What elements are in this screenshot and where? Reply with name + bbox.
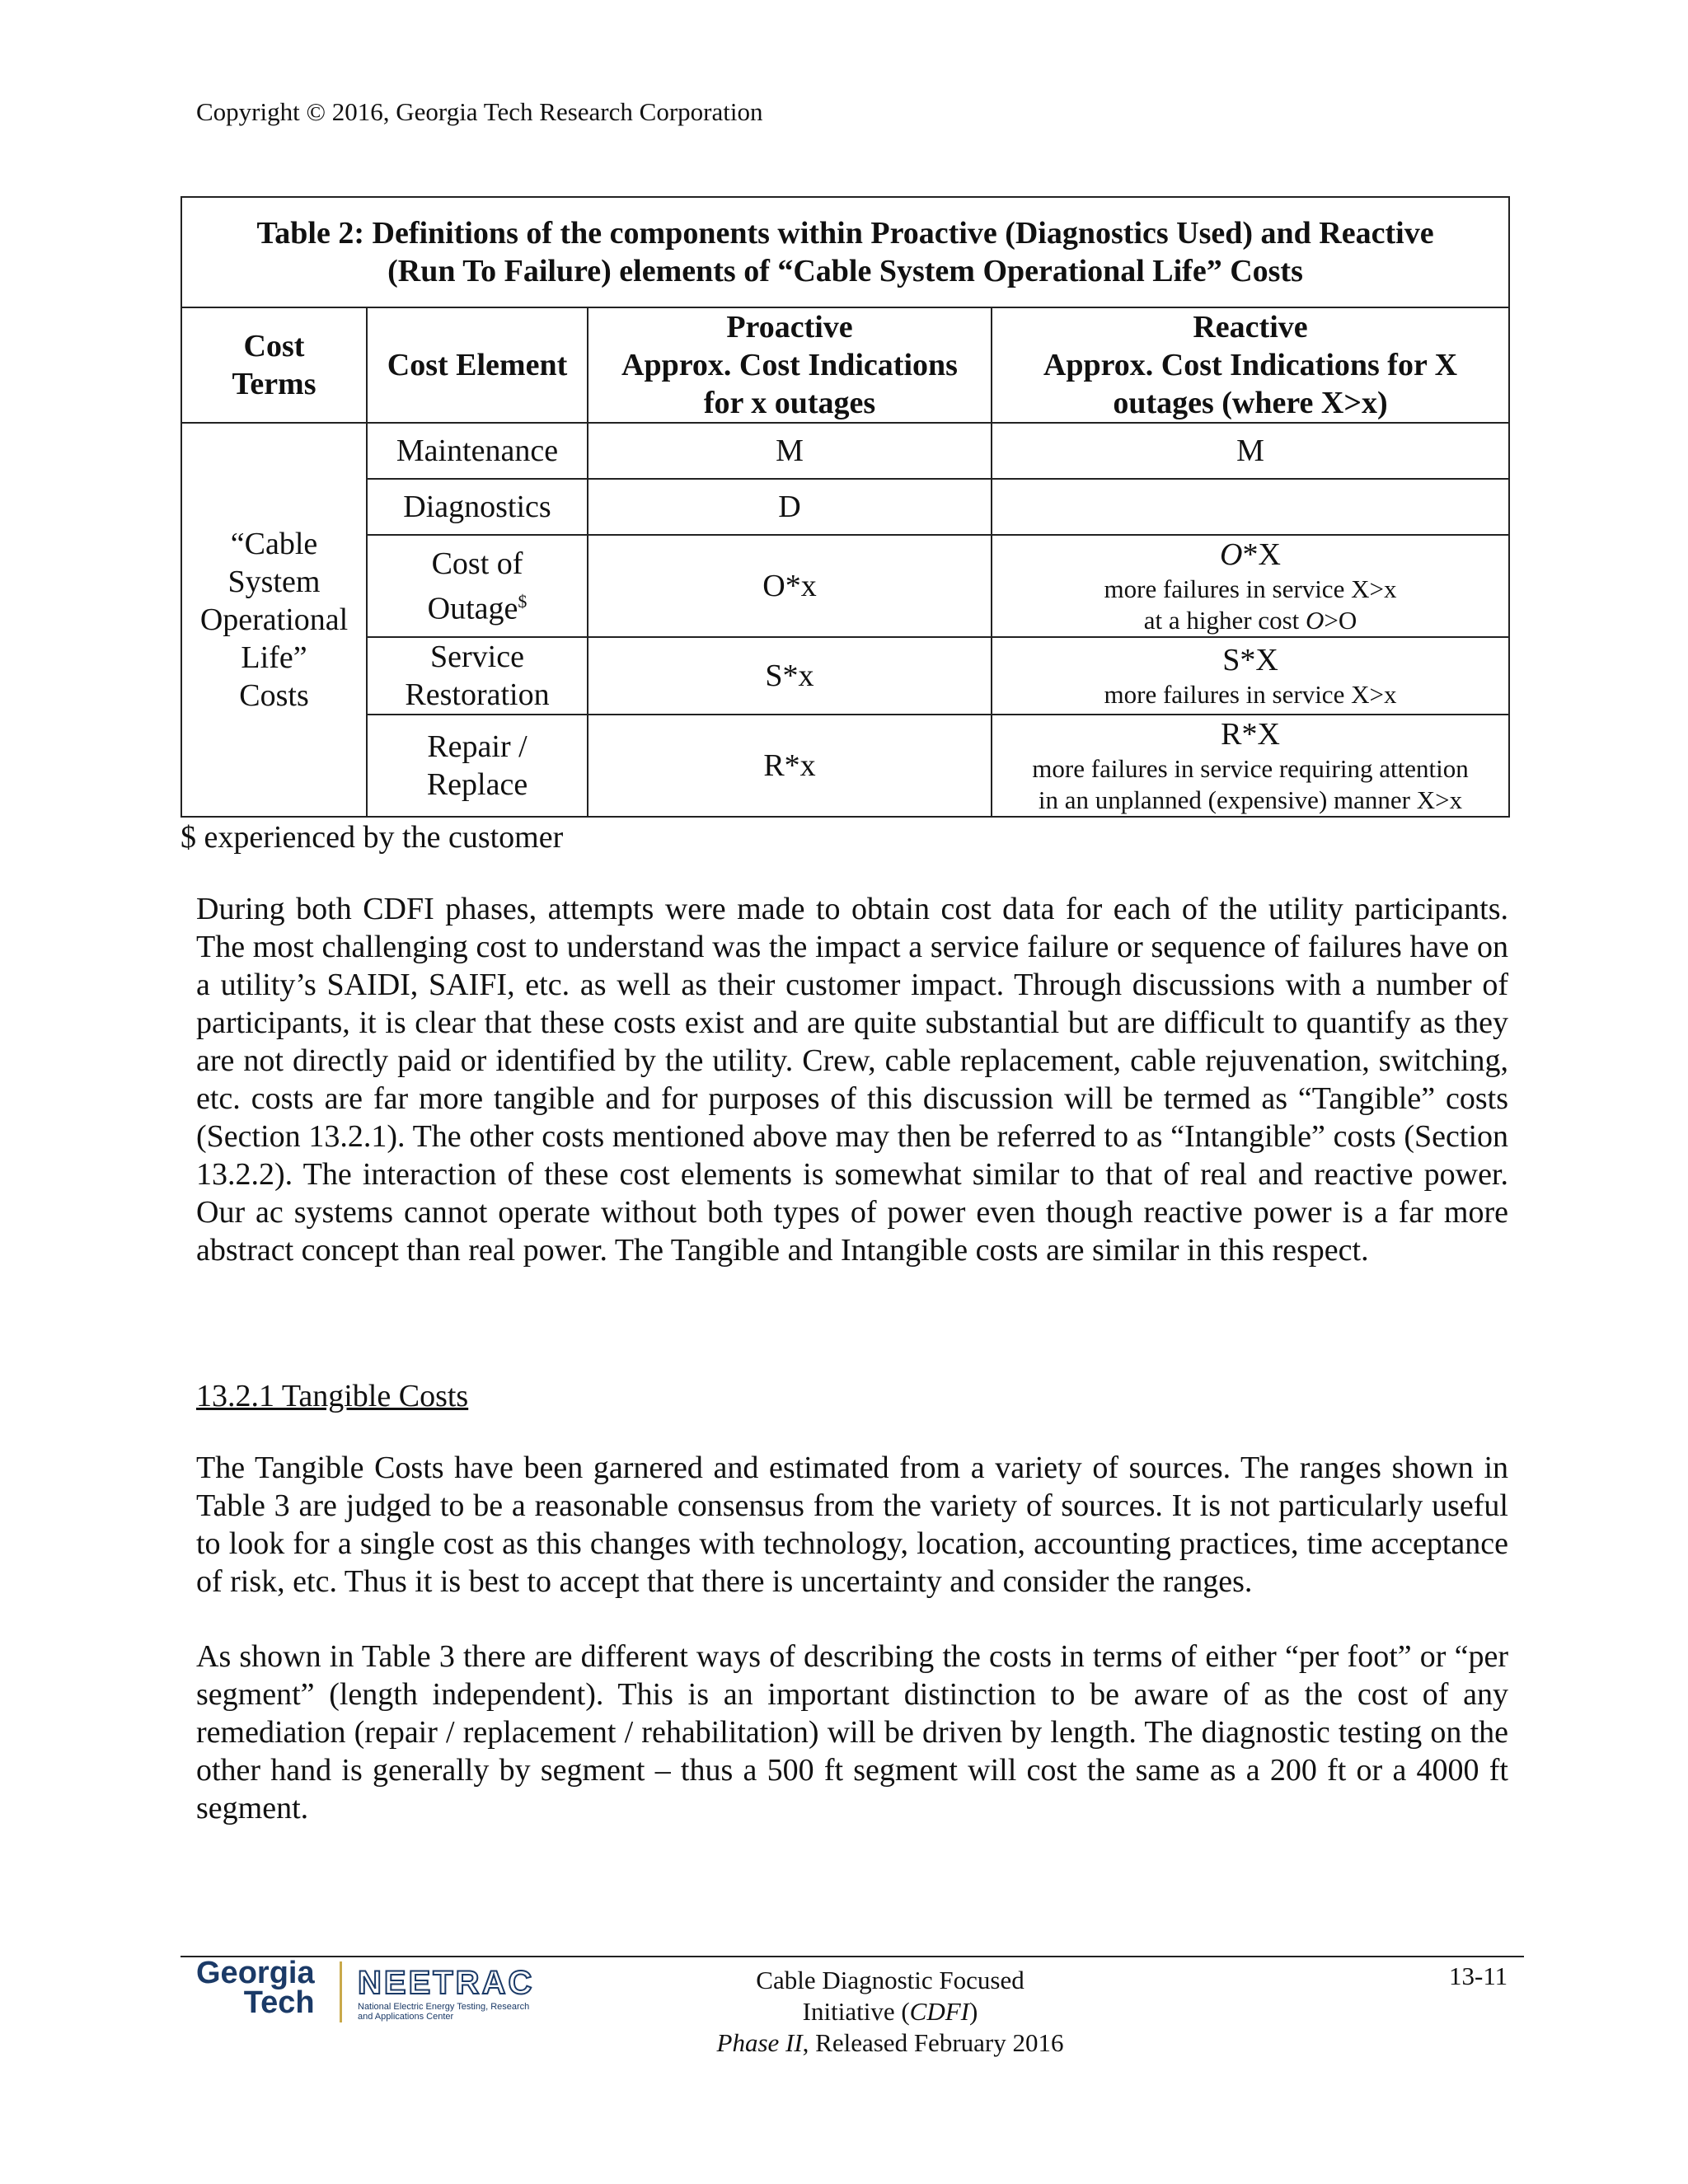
table-caption-line2: (Run To Failure) elements of “Cable System Operational Life” Costs <box>387 254 1303 288</box>
neetrac-logo-subtitle <box>358 2002 529 2022</box>
header-reactive <box>992 307 1509 423</box>
element-repair-line2: Replace <box>426 767 528 802</box>
reactive-outage-main <box>997 536 1503 574</box>
element-repair-line1: Repair / <box>427 729 528 764</box>
reactive-outage-note2 <box>997 605 1503 636</box>
header-proactive-line1: Proactive <box>726 310 853 344</box>
element-diagnostics: Diagnostics <box>367 479 588 535</box>
paragraph-cost-data: During both CDFI phases, attempts were made to obtain cost data for each of the utility participants. The most challenging cost to understand was the impact a service failure or sequence of failures have on a utility’s SAIDI, SAIFI, etc. as well as their customer impact. Through discussions with a number of participants, it is clear that these costs exist and are quite substantial but are difficult to quantify as they are not directly paid or identified by the utility. Crew, cable replacement, cable rejuvenation, switching, etc. costs are far more tangible and for purposes of this discussion will be termed as “Tangible” costs (Section 13.2.1). The other costs mentioned above may then be referred to as “Intangible” costs (Section 13.2.2). The interaction of these cost elements is somewhat similar to that of real and reactive power. Our ac systems cannot operate without both types of power even though reactive power is a far more abstract concept than real power. The Tangible and Intangible costs are similar in this respect. <box>196 892 1508 1268</box>
reactive-outage-note1: more failures in service X>x <box>1104 574 1397 603</box>
reactive-repair-main: R*X <box>1221 717 1280 752</box>
table-row-diagnostics <box>181 479 1509 535</box>
neetrac-logo: NEETRAC <box>358 1965 535 2001</box>
table-header-row <box>181 307 1509 423</box>
header-proactive <box>588 307 992 423</box>
element-outage-word: Outage <box>427 591 518 626</box>
header-reactive-line3: outages (where X>x) <box>1113 386 1388 420</box>
header-proactive-line2: Approx. Cost Indications <box>621 348 958 382</box>
proactive-cost-of-outage: O*x <box>588 535 992 637</box>
cost-terms-line3: Operational <box>199 602 349 637</box>
reactive-repair-replace <box>992 715 1509 817</box>
paragraph-tangible-costs: The Tangible Costs have been garnered and estimated from a variety of sources. The ranges shown in Table 3 are judged to be a reasonable consensus from the variety of sources. It is not particularly useful to look for a single cost as this changes with technology, location, accounting practices, time acceptance of risk, etc. Thus it is best to accept that there is uncertainty and consider the ranges. <box>196 1451 1508 1599</box>
element-cost-of-outage-line1: Cost of <box>431 546 523 581</box>
element-maintenance: Maintenance <box>367 423 588 479</box>
header-reactive-line2: Approx. Cost Indications for X <box>1043 348 1458 382</box>
footer-title-prefix: Cable Diagnostic Focused Initiative ( <box>756 1966 1025 2026</box>
element-cost-of-outage <box>367 535 588 637</box>
table-row-service-restoration <box>181 637 1509 715</box>
header-cost-element: Cost Element <box>367 307 588 423</box>
element-service-line1: Service <box>430 640 524 674</box>
table-caption-row <box>181 197 1509 307</box>
element-repair-replace <box>367 715 588 817</box>
reactive-outage-note2-prefix: at a higher cost <box>1143 606 1306 635</box>
cost-definitions-table <box>181 196 1510 818</box>
copyright-notice: Copyright © 2016, Georgia Tech Research Corporation <box>196 97 763 126</box>
header-reactive-line1: Reactive <box>1193 310 1308 344</box>
proactive-service-restoration: S*x <box>588 637 992 715</box>
table-caption <box>181 197 1509 307</box>
footer-phase: Phase II <box>716 2028 803 2057</box>
neetrac-subtitle-line1: National Electric Energy Testing, Research <box>358 2002 530 2012</box>
section-heading-tangible-costs: 13.2.1 Tangible Costs <box>196 1379 469 1413</box>
reactive-outage-note2-suffix: >O <box>1324 606 1357 635</box>
header-cost-terms-line2: Terms <box>232 367 316 401</box>
cost-terms-line5: Costs <box>239 678 309 713</box>
element-cost-of-outage-line2 <box>373 583 582 628</box>
proactive-maintenance: M <box>588 423 992 479</box>
reactive-outage-symbol: O <box>1220 537 1243 572</box>
georgia-tech-logo-line2: Tech <box>243 1985 315 2020</box>
cost-terms-cell <box>181 423 367 817</box>
neetrac-subtitle-line2: and Applications Center <box>358 2012 454 2022</box>
footer-title-acronym: CDFI <box>909 1997 969 2026</box>
footer-title-line1 <box>709 1965 1071 2027</box>
footer-title-suffix: ) <box>968 1997 978 2026</box>
element-service-line2: Restoration <box>405 677 550 712</box>
cost-terms-line1: “Cable <box>230 527 318 561</box>
footer-divider <box>181 1956 1524 1957</box>
reactive-repair-note2: in an unplanned (expensive) manner X>x <box>1038 785 1463 814</box>
table-caption-line1: Table 2: Definitions of the components within Proactive (Diagnostics Used) and Reactive <box>256 216 1434 251</box>
header-cost-terms <box>181 307 367 423</box>
header-proactive-line3: for x outages <box>703 386 876 420</box>
footer-release: , Released February 2016 <box>802 2028 1064 2057</box>
table-row-cost-of-outage <box>181 535 1509 637</box>
georgia-tech-logo <box>196 1958 315 2018</box>
cost-definitions-table-container <box>181 196 1508 818</box>
reactive-maintenance: M <box>992 423 1509 479</box>
cost-terms-line2: System <box>227 565 321 599</box>
cost-terms-line4: Life” <box>241 640 307 675</box>
logo-divider <box>340 1961 342 2022</box>
reactive-diagnostics <box>992 479 1509 535</box>
header-cost-terms-line1: Cost <box>243 329 305 363</box>
reactive-service-restoration <box>992 637 1509 715</box>
page-number: 13-11 <box>1449 1961 1508 1990</box>
table-row-maintenance <box>181 423 1509 479</box>
reactive-cost-of-outage <box>992 535 1509 637</box>
reactive-repair-note1: more failures in service requiring attention <box>1032 754 1469 783</box>
reactive-service-note1: more failures in service X>x <box>1104 680 1397 709</box>
georgia-tech-logo-line1: Georgia <box>196 1956 315 1990</box>
reactive-service-main: S*X <box>1222 643 1278 677</box>
table-footnote: $ experienced by the customer <box>181 820 564 855</box>
proactive-repair-replace: R*x <box>588 715 992 817</box>
element-service-restoration <box>367 637 588 715</box>
reactive-outage-note2-symbol: O <box>1306 606 1325 635</box>
reactive-outage-multiplier: *X <box>1242 537 1281 572</box>
table-row-repair-replace <box>181 715 1509 817</box>
footer-document-title <box>709 1965 1071 2059</box>
footer-title-line2 <box>709 2027 1071 2059</box>
proactive-diagnostics: D <box>588 479 992 535</box>
footnote-marker: $ <box>518 590 528 612</box>
paragraph-per-foot-vs-segment: As shown in Table 3 there are different ways of describing the costs in terms of either “per foot” or “per segment” (length independent). This is an important distinction to be aware of as the cost of any remediation (repair / replacement / rehabilitation) will be driven by length. The diagnostic testing on the other hand is generally by segment – thus a 500 ft segment will cost the same as a 200 ft or a 4000 ft segment. <box>196 1639 1508 1825</box>
